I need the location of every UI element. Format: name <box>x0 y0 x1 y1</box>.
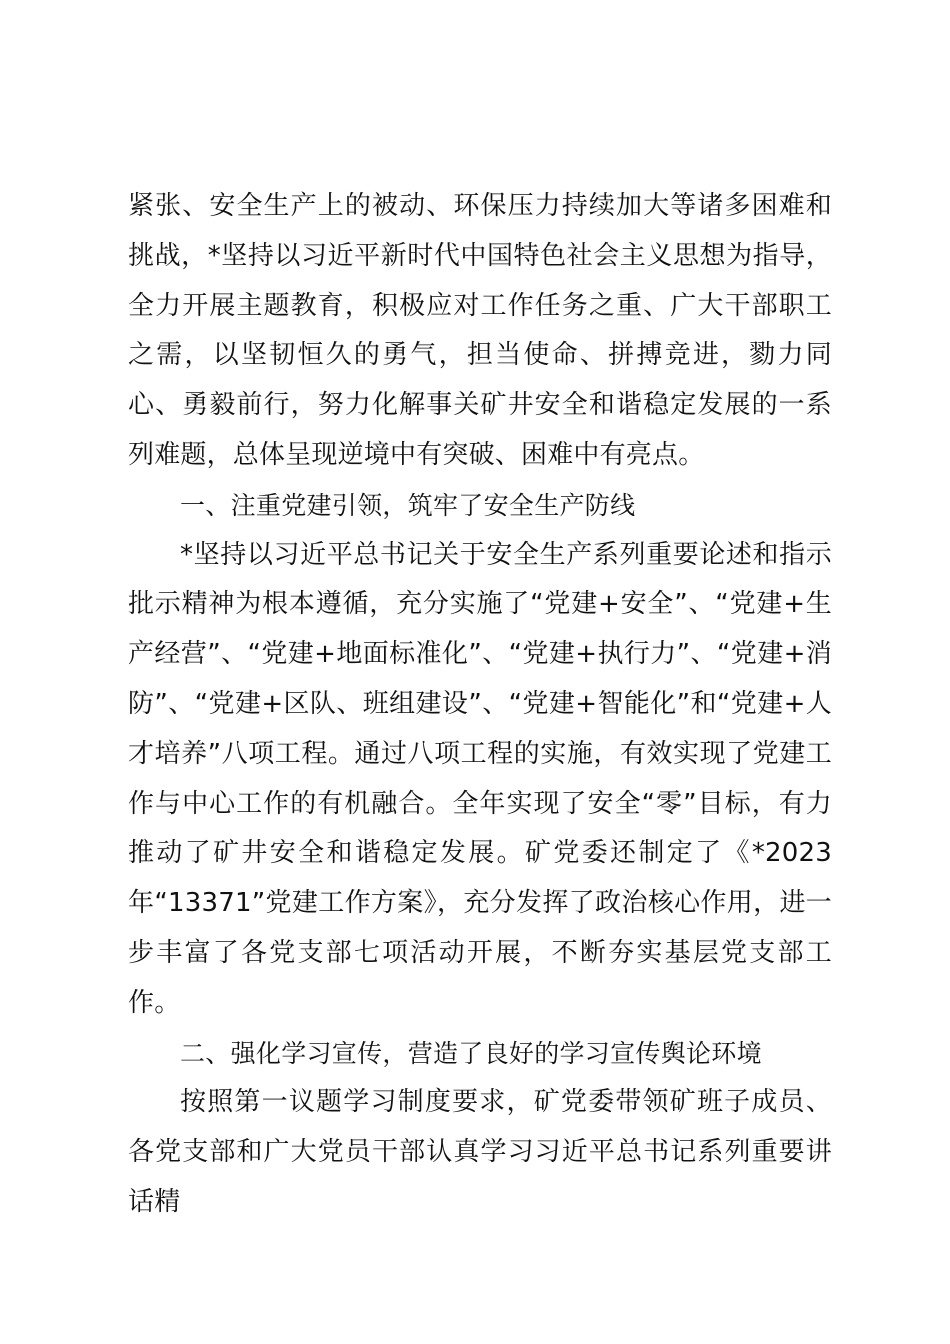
section-heading-2: 二、强化学习宣传，营造了良好的学习宣传舆论环境 <box>180 1038 762 1068</box>
paragraph-study: 按照第一议题学习制度要求，矿党委带领矿班子成员、各党支部和广大党员干部认真学习习近平总书记系列重要讲话精 <box>128 1087 832 1217</box>
section-heading-1: 一、注重党建引领，筑牢了安全生产防线 <box>180 490 636 520</box>
paragraph-party-building: *坚持以习近平总书记关于安全生产系列重要论述和指示批示精神为根本遵循，充分实施了“党建+安全”、“党建+生产经营”、“党建+地面标准化”、“党建+执行力”、“党建+消防”、“党建+区队、班组建设”、“党建+智能化”和“党建+人才培养”八项工程。通过八项工程的实施，有效实现了党建工作与中心工作的有机融合。全年实现了安全“零”目标，有力推动了矿井安全和谐稳定发展。矿党委还制定了《*2023年“13371”党建工作方案》，充分发挥了政治核心作用，进一步丰富了各党支部七项活动开展，不断夯实基层党支部工作。 <box>128 539 832 1018</box>
document-body <box>128 182 832 1228</box>
paragraph-intro: 紧张、安全生产上的被动、环保压力持续加大等诸多困难和挑战，*坚持以习近平新时代中国特色社会主义思想为指导，全力开展主题教育，积极应对工作任务之重、广大干部职工之需，以坚韧恒久的勇气，担当使命、拼搏竞进，勠力同心、勇毅前行，努力化解事关矿井安全和谐稳定发展的一系列难题，总体呈现逆境中有突破、困难中有亮点。 <box>128 191 832 470</box>
